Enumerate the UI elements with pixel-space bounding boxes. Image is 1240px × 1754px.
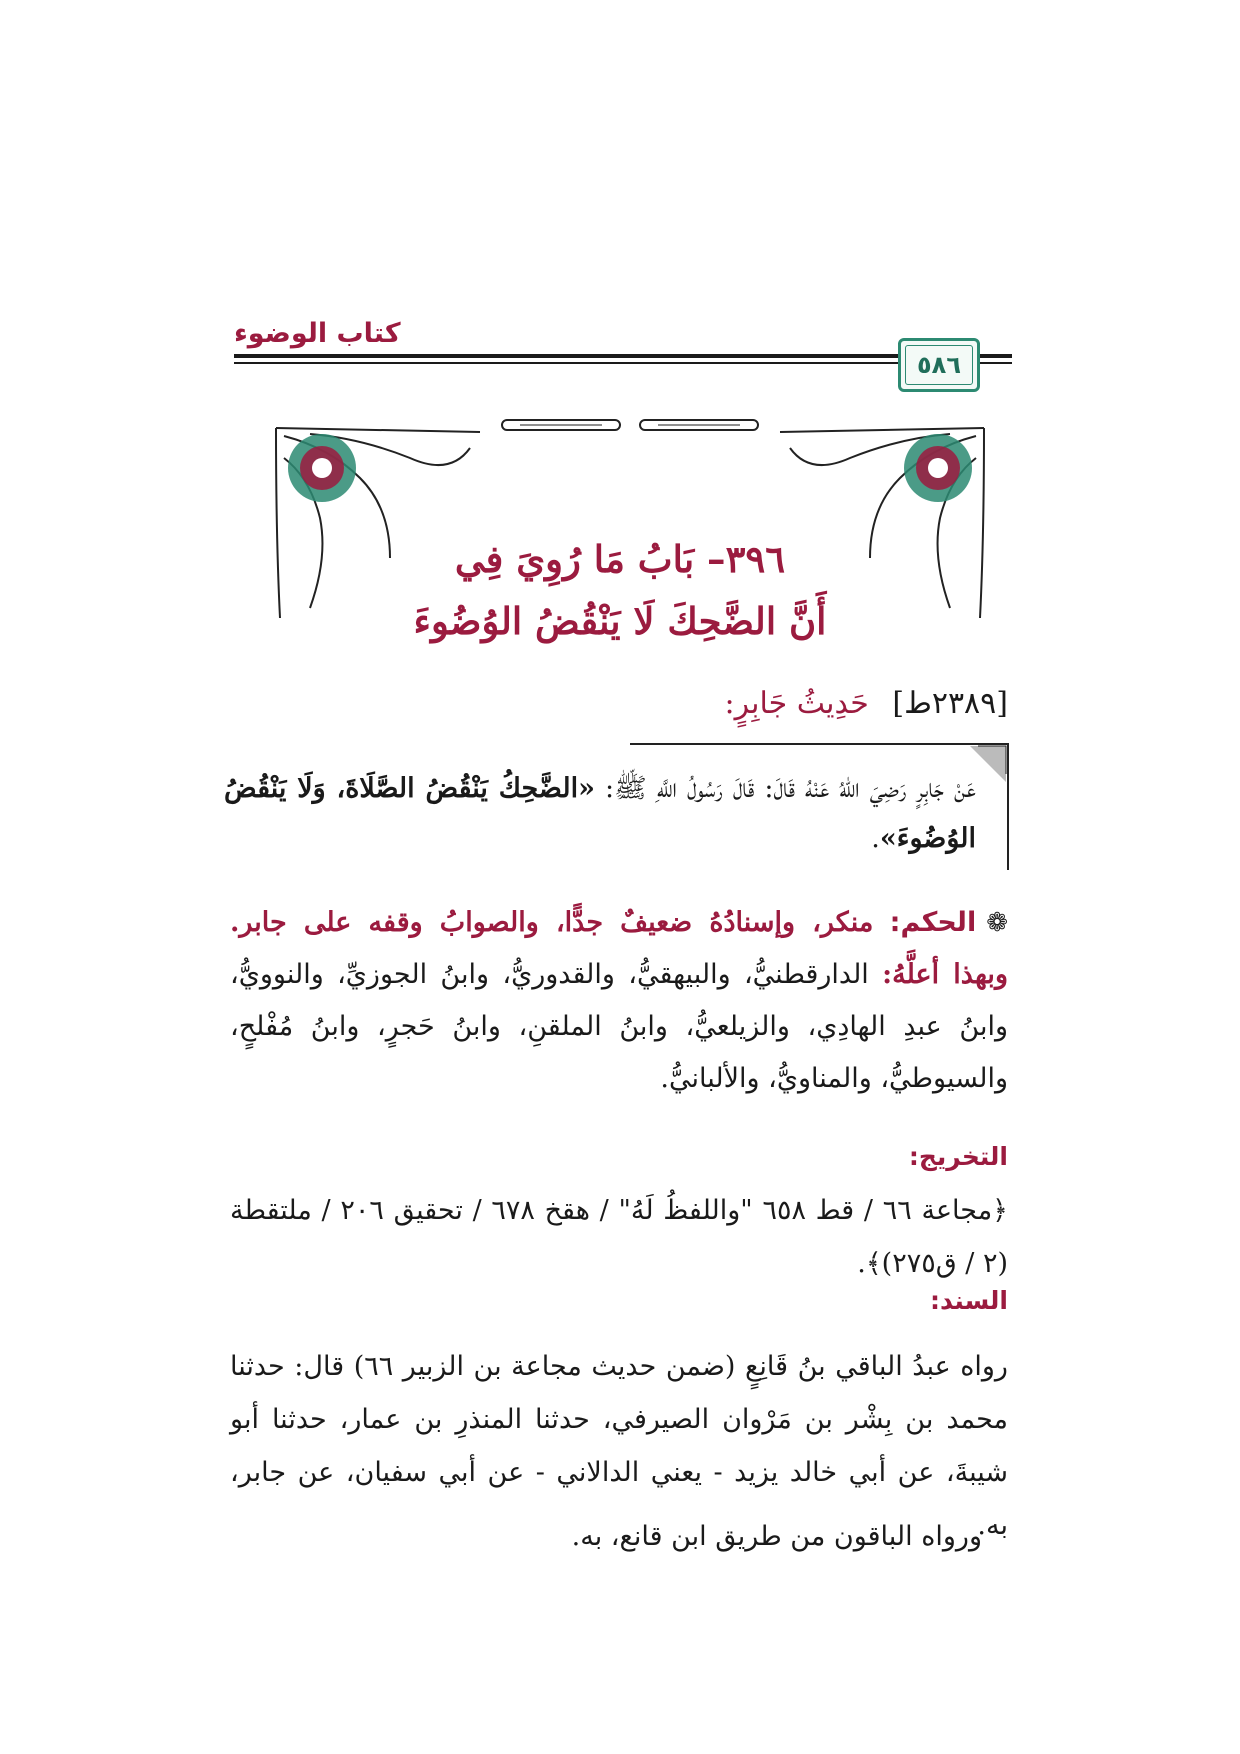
header-rule-thin-right [976,362,1012,364]
page-number-frame [898,338,980,392]
header-rule-thin [234,362,898,364]
ruling-scholars: الدارقطنيُّ، والبيهقيُّ، والقدوريُّ، وابنُ الجوزيِّ، والنوويُّ، وابنُ عبدِ الهادِي، والزيلعيُّ، وابنُ الملقنِ، وابنُ حَجرٍ، وابنُ مُفْلحٍ، والسيوطيُّ، والمناويُّ، والألبانيُّ. [230,959,1008,1094]
page-number: ٥٨٦ [917,351,961,379]
ruling-verdict: منكر، وإسنادُهُ ضعيفٌ جدًّا، والصوابُ وقفه على جابر. وبهذا أعلَّهُ: [230,907,1008,990]
sanad-label: السند: [929,1286,1008,1315]
matn-end: . [871,823,880,854]
sanad-text: رواه عبدُ الباقي بنُ قَانِعٍ (ضمن حديث مجاعة بن الزبير ٦٦) قال: حدثنا محمد بن بِشْر بن مَرْوان الصيرفي، حدثنا المنذرِ بن عمار، حدثنا أبو شيبةَ، عن أبي خالد يزيد - يعني الدالاني - عن أبي سفيان، عن جابر، به. [230,1351,1008,1541]
matn-intro: عَنْ جَابِرٍ رَضِيَ اللهُ عَنْهُ قَالَ: قَالَ رَسُولُ اللَّهِ ﷺ: [605,773,976,804]
closing-line: ورواه الباقون من طريق ابن قانع، به. [571,1521,982,1552]
flower-bullet-icon: ❁ [986,908,1008,938]
chapter-title [300,528,940,652]
takhrij-text: ﴿مجاعة ٦٦ / قط ٦٥٨ "واللفظُ لَهُ" / هقخ ٦٧٨ / تحقيق ٢٠٦ / ملتقطة (٢ / ق٢٧٥)﴾. [230,1195,1008,1279]
hadith-reference: [٢٣٨٩ط] [892,686,1008,721]
chapter-title-line-1: ٣٩٦– بَابُ مَا رُوِيَ فِي [454,537,786,581]
rosette-left-icon [288,434,356,502]
header-rule-thick [234,354,898,358]
rosette-right-icon [904,434,972,502]
ruling-paragraph [230,897,1008,1105]
ruling-label: الحكم: [889,907,977,938]
chapter-title-line-2: أَنَّ الضَّحِكَ لَا يَنْقُضُ الوُضُوءَ [413,599,827,643]
takhrij-label: التخريج: [908,1142,1008,1171]
hadith-matn [224,764,976,864]
hadith-title: حَدِيثُ جَابِرٍ: [724,686,869,721]
matn-quote: «الضَّحِكُ يَنْقُضُ الصَّلَاةَ، وَلَا يَنْقُضُ الوُضُوءَ» [224,773,976,854]
running-title: كتاب الوضوء [234,318,401,349]
hadith-heading [724,686,1008,721]
header-rule-thick-right [976,354,1012,358]
